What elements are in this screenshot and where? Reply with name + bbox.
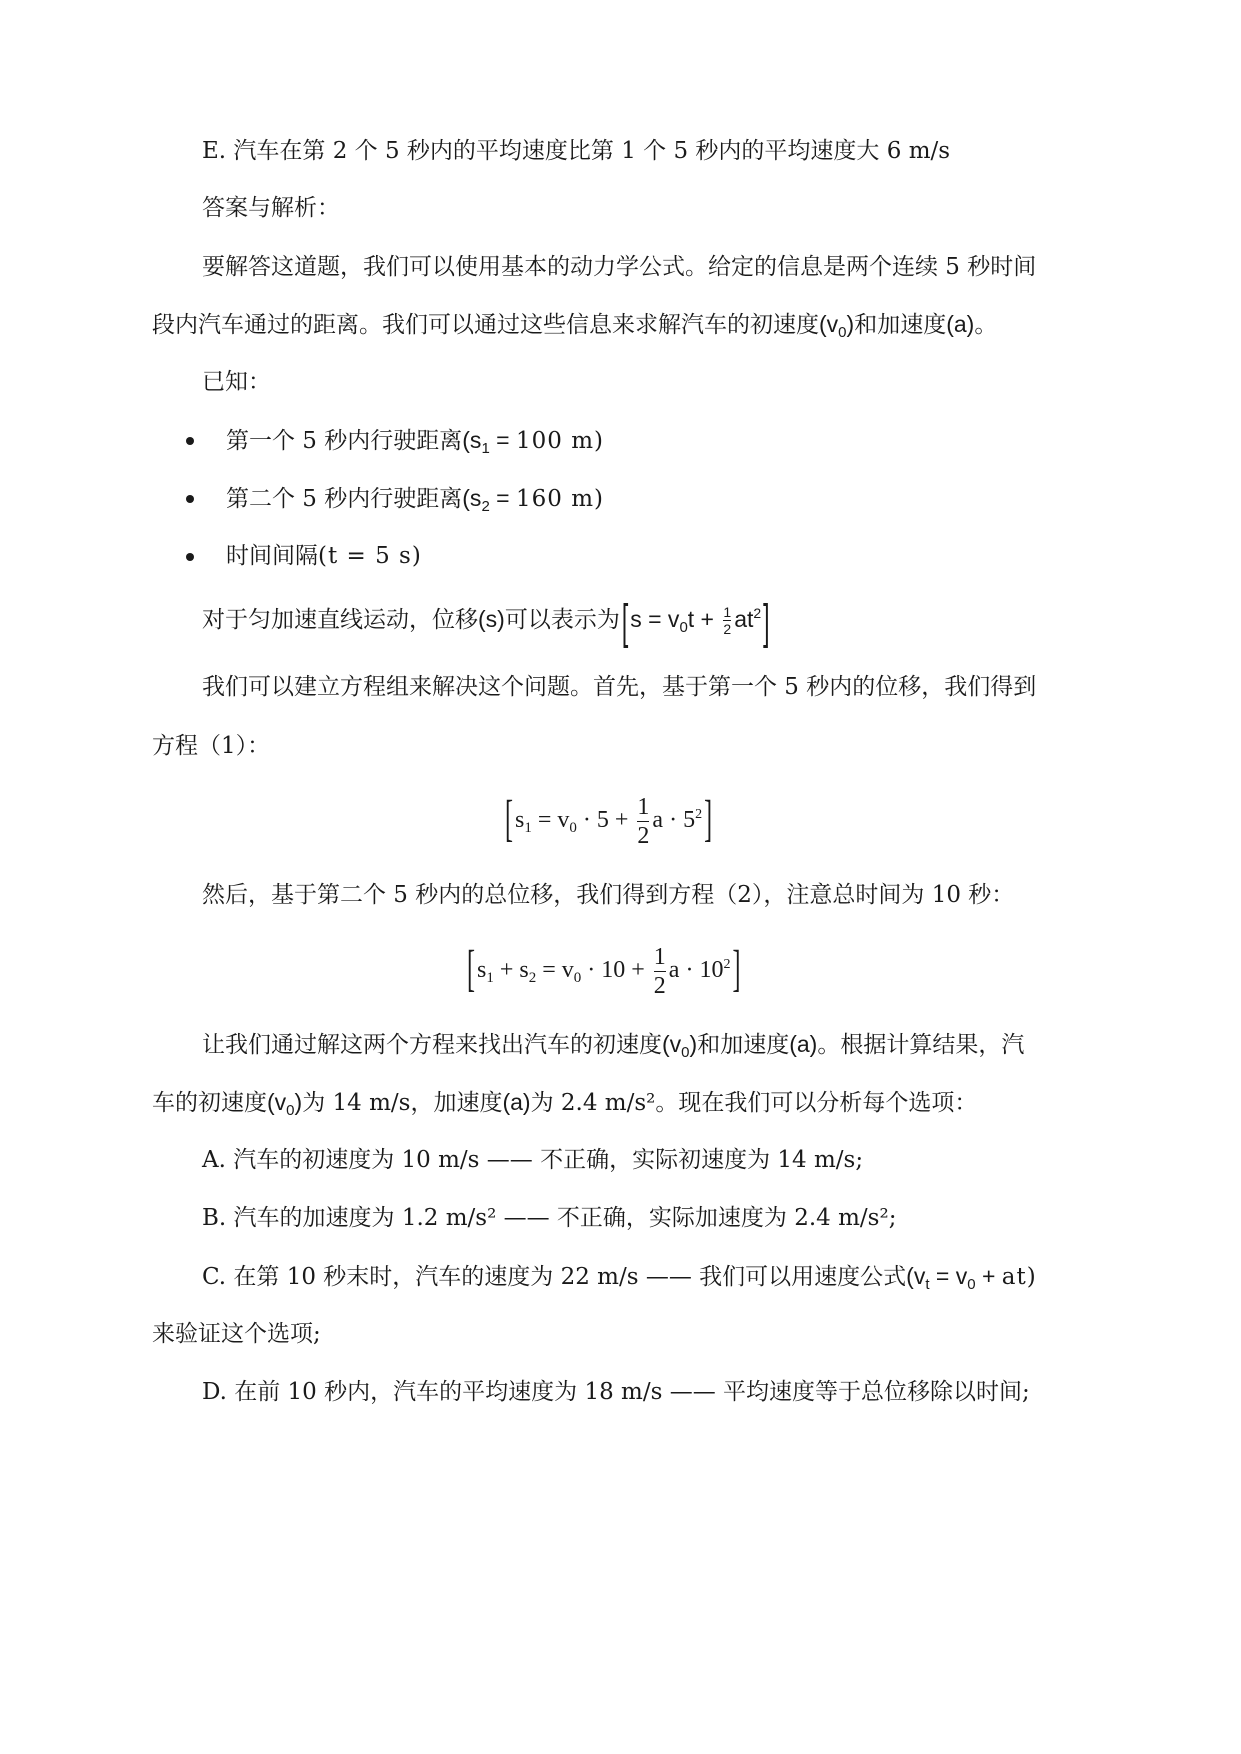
bullet-dot bbox=[186, 437, 194, 445]
known-label: 已知： bbox=[202, 369, 271, 395]
option-b-analysis: B. 汽车的加速度为 1.2 m/s² —— 不正确，实际加速度为 2.4 m/s²; bbox=[202, 1205, 897, 1231]
v0-symbol: $(v_0)$ bbox=[819, 311, 855, 341]
option-c-continuation: 来验证这个选项; bbox=[152, 1321, 321, 1347]
option-d-analysis: D. 在前 10 秒内，汽车的平均速度为 18 m/s —— 平均速度等于总位移除以时间; bbox=[202, 1379, 1030, 1405]
solve-line-2: 车的初速度$(v_0)$为 14 m/s，加速度(a)为 2.4 m/s²。现在我们可以分析每个选项： bbox=[152, 1089, 978, 1119]
a-symbol: (a) bbox=[946, 311, 975, 337]
bullet-dot bbox=[186, 495, 194, 503]
bullet-item-s1: 第一个 5 秒内行驶距离($s_1 = 100$ m) bbox=[226, 427, 604, 457]
equation-2: [$s_1 + s_2 = v_0 \cdot 10$ + $\frac{1}{2}$ $a \cdot 10^2$] bbox=[467, 943, 741, 999]
option-c-analysis: C. 在第 10 秒末时，汽车的速度为 22 m/s —— 我们可以用速度公式$(v_t = v_0 + at)$ bbox=[202, 1263, 1037, 1293]
answer-heading: 答案与解析： bbox=[202, 195, 340, 221]
system-line-1: 我们可以建立方程组来解决这个问题。首先，基于第一个 5 秒内的位移，我们得到 bbox=[202, 674, 1037, 700]
bullet-item-s2: 第二个 5 秒内行驶距离($s_2 = 160$ m) bbox=[226, 485, 604, 515]
intro-line-2: 段内汽车通过的距离。我们可以通过这些信息来求解汽车的初速度$(v_0)$和加速度(a)。 bbox=[152, 311, 998, 341]
formula-intro: 对于匀加速直线运动，位移(s)可以表示为[$s = v_0t$ + $\frac{1}{2}$ $at^2$] bbox=[202, 593, 770, 649]
displacement-formula: [$s = v_0t$ + $\frac{1}{2}$ $at^2$] bbox=[621, 593, 770, 649]
equation-2-intro: 然后，基于第二个 5 秒内的总位移，我们得到方程（2），注意总时间为 10 秒： bbox=[202, 882, 1015, 908]
bullet-item-t: 时间间隔(t = 5 s) bbox=[226, 543, 422, 569]
option-e: E. 汽车在第 2 个 5 秒内的平均速度比第 1 个 5 秒内的平均速度大 6 m/s bbox=[202, 138, 951, 164]
equation-1: [$s_1 = v_0 \cdot 5$ + $\frac{1}{2}$ $a \cdot 5^2$] bbox=[505, 793, 713, 849]
system-line-2: 方程（1）： bbox=[152, 733, 271, 759]
intro-line-1: 要解答这道题，我们可以使用基本的动力学公式。给定的信息是两个连续 5 秒时间 bbox=[202, 254, 1037, 280]
option-a-analysis: A. 汽车的初速度为 10 m/s —— 不正确，实际初速度为 14 m/s; bbox=[202, 1147, 864, 1173]
bullet-dot bbox=[186, 553, 194, 561]
solve-line-1: 让我们通过解这两个方程来找出汽车的初速度$(v_0)$和加速度(a)。根据计算结果，汽 bbox=[202, 1031, 1025, 1061]
